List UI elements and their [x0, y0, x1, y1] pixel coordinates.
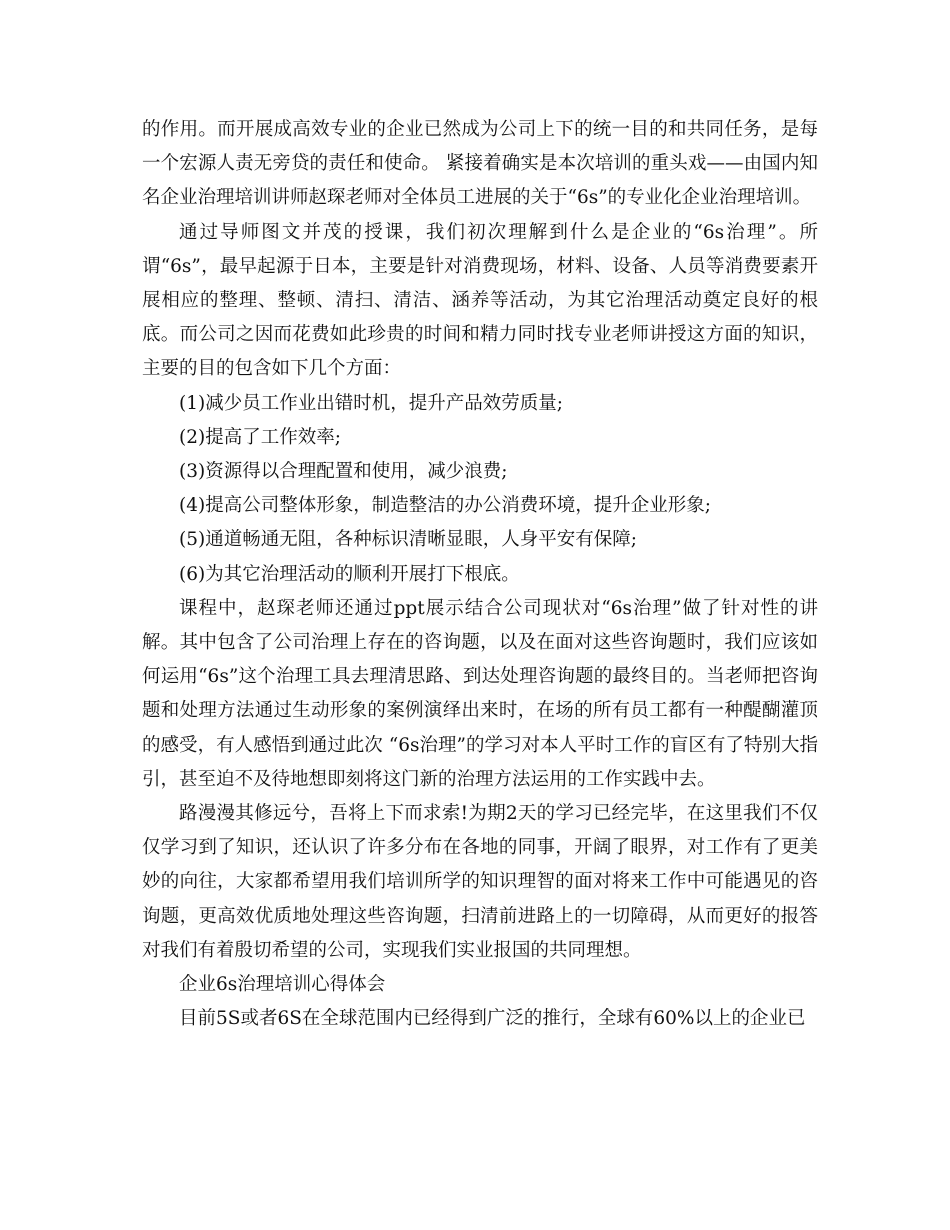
- list-item-4: (4)提高公司整体形象，制造整洁的办公消费环境，提升企业形象;: [179, 495, 711, 517]
- paragraph-conclusion: 路漫漫其修远兮，吾将上下而求索!为期2天的学习已经完毕，在这里我们不仅仅学习到了知识，还认识了许多分布在各地的同事，开阔了眼界，对工作有了更美妙的向往，大家都希望用我们培训所学的知识理智的面对将来工作中可能遇见的咨询题，更高效优质地处理这些咨询题，扫清前进路上的一切障碍，从而更好的报答对我们有着殷切希望的公司，实现我们实业报国的共同理想。: [142, 803, 818, 961]
- document-body: [142, 113, 818, 1036]
- paragraph-next-section: 目前5S或者6S在全球范围内已经得到广泛的推行，全球有60%以上的企业已: [179, 1008, 806, 1030]
- section-heading: 企业6s治理培训心得体会: [179, 974, 386, 996]
- paragraph-intro-continued: 的作用。而开展成高效专业的企业已然成为公司上下的统一目的和共同任务，是每一个宏源人责无旁贷的责任和使命。 紧接着确实是本次培训的重头戏——由国内知名企业治理培训讲师赵琛老师对全体员工进展的关于“6s”的专业化企业治理培训。: [142, 119, 818, 209]
- list-item-5: (5)通道畅通无阻，各种标识清晰显眼，人身平安有保障;: [179, 529, 637, 551]
- paragraph-course-content: 课程中，赵琛老师还通过ppt展示结合公司现状对“6s治理”做了针对性的讲解。其中包含了公司治理上存在的咨询题，以及在面对这些咨询题时，我们应该如何运用“6s”这个治理工具去理清思路、到达处理咨询题的最终目的。当老师把咨询题和处理方法通过生动形象的案例演绎出来时，在场的所有员工都有一种醍醐灌顶的感受，有人感悟到通过此次 “6s治理”的学习对本人平时工作的盲区有了特别大指引，甚至迫不及待地想即刻将这门新的治理方法运用的工作实践中去。: [142, 597, 818, 790]
- paragraph-6s-definition: 通过导师图文并茂的授课，我们初次理解到什么是企业的“6s治理”。所谓“6s”，最早起源于日本，主要是针对消费现场，材料、设备、人员等消费要素开展相应的整理、整顿、清扫、清洁、涵养等活动，为其它治理活动奠定良好的根底。而公司之因而花费如此珍贵的时间和精力同时找专业老师讲授这方面的知识，主要的目的包含如下几个方面：: [142, 221, 818, 380]
- list-item-2: (2)提高了工作效率;: [179, 426, 341, 448]
- list-item-6: (6)为其它治理活动的顺利开展打下根底。: [179, 563, 520, 585]
- list-item-3: (3)资源得以合理配置和使用，减少浪费;: [179, 461, 508, 483]
- list-item-1: (1)减少员工作业出错时机，提升产品效劳质量;: [179, 392, 563, 414]
